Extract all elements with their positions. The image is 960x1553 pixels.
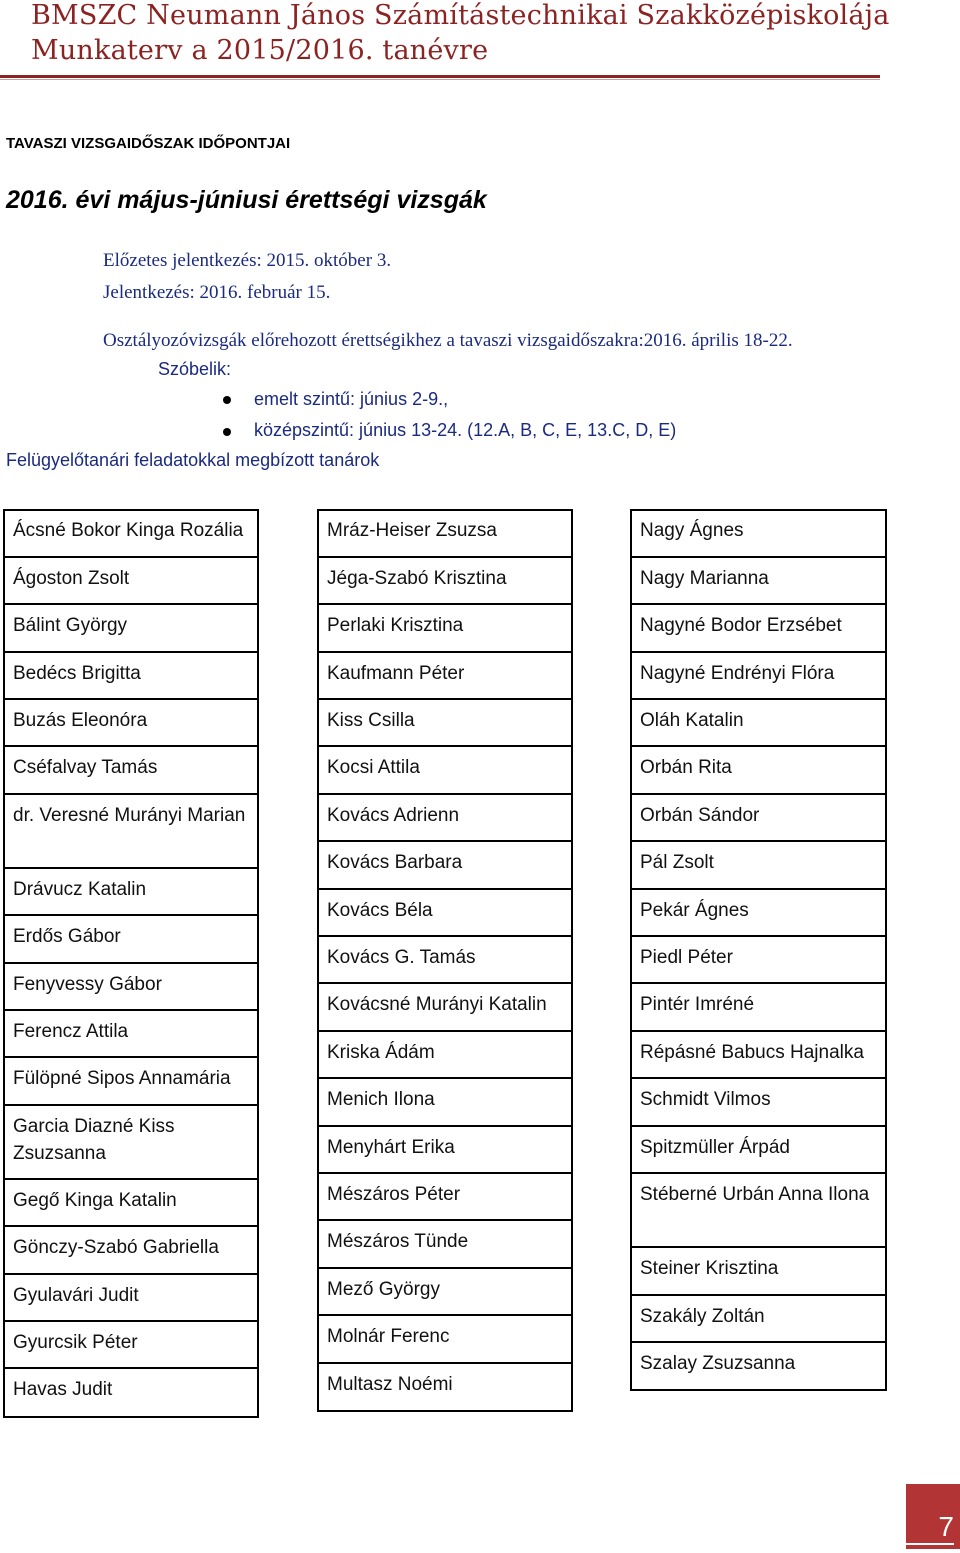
teacher-name: Piedl Péter — [640, 947, 733, 968]
cell-divider — [632, 698, 885, 700]
cell-divider — [5, 603, 257, 605]
teacher-name: Cséfalvay Tamás — [13, 757, 158, 778]
cell-divider — [319, 651, 571, 653]
cell-divider — [5, 1178, 257, 1180]
registration: Jelentkezés: 2016. február 15. — [103, 282, 331, 303]
teacher-name: Mező György — [327, 1279, 440, 1300]
teacher-name: Mészáros Tünde — [327, 1231, 469, 1252]
teacher-name: Fülöpné Sipos Annamária — [13, 1068, 231, 1089]
cell-divider — [632, 840, 885, 842]
teacher-name: Havas Judit — [13, 1379, 113, 1400]
teacher-name: Ferencz Attila — [13, 1021, 129, 1042]
bullet-icon — [223, 428, 231, 436]
teacher-name: Stéberné Urbán Anna Ilona — [640, 1184, 870, 1205]
teacher-name: Gyulavári Judit — [13, 1285, 139, 1306]
teacher-name: Perlaki Krisztina — [327, 615, 464, 636]
cell-divider — [319, 793, 571, 795]
teacher-name: Menich Ilona — [327, 1089, 435, 1110]
page-header — [0, 0, 960, 80]
teacher-name: Menyhárt Erika — [327, 1137, 455, 1158]
bullet-icon — [223, 396, 231, 404]
cell-divider — [319, 698, 571, 700]
teacher-name: Mészáros Péter — [327, 1184, 461, 1205]
pre-registration: Előzetes jelentkezés: 2015. október 3. — [103, 250, 392, 271]
cell-divider — [5, 1056, 257, 1058]
cell-divider — [632, 603, 885, 605]
supervisors-title: Felügyelőtanári feladatokkal megbízott tanárok — [6, 450, 380, 470]
teacher-name: Nagy Marianna — [640, 568, 769, 589]
teacher-name: Kovács Barbara — [327, 852, 463, 873]
cell-divider — [319, 1314, 571, 1316]
cell-divider — [632, 793, 885, 795]
cell-divider — [632, 1341, 885, 1343]
cell-divider — [5, 1009, 257, 1011]
teacher-name: Fenyvessy Gábor — [13, 974, 162, 995]
teacher-name: Bálint György — [13, 615, 128, 636]
teacher-name: Steiner Krisztina — [640, 1258, 779, 1279]
teacher-name: Nagyné Bodor Erzsébet — [640, 615, 842, 636]
teacher-name: dr. Veresné Murányi Marian — [13, 805, 246, 826]
cell-divider — [5, 698, 257, 700]
teacher-name: Kovács Adrienn — [327, 805, 460, 826]
teacher-name: Ácsné Bokor Kinga Rozália — [13, 520, 244, 541]
teacher-name: Kaufmann Péter — [327, 663, 465, 684]
cell-divider — [632, 935, 885, 937]
cell-divider — [319, 1219, 571, 1221]
cell-divider — [319, 888, 571, 890]
teacher-name: Kocsi Attila — [327, 757, 420, 778]
cell-divider — [632, 1030, 885, 1032]
teacher-name: Jéga-Szabó Krisztina — [327, 568, 507, 589]
teacher-name: Oláh Katalin — [640, 710, 744, 731]
cell-divider — [5, 745, 257, 747]
page-number: 7 — [906, 1484, 960, 1549]
grading-exams: Osztályozóvizsgák előrehozott érettségikhez a tavaszi vizsgaidőszakra:2016. április 18-22. — [103, 330, 793, 351]
teacher-name: Kriska Ádám — [327, 1042, 435, 1063]
teacher-name: Gönczy-Szabó Gabriella — [13, 1237, 219, 1258]
cell-divider — [319, 556, 571, 558]
section-title: TAVASZI VIZSGAIDŐSZAK IDŐPONTJAI — [6, 135, 291, 152]
teacher-column-2 — [317, 509, 573, 1412]
cell-divider — [5, 867, 257, 869]
cell-divider — [319, 935, 571, 937]
teacher-name: Erdős Gábor — [13, 926, 121, 947]
cell-divider — [632, 1172, 885, 1174]
cell-divider — [319, 1030, 571, 1032]
teacher-name: Gegő Kinga Katalin — [13, 1190, 177, 1211]
teacher-name: Szakály Zoltán — [640, 1306, 765, 1327]
teacher-name: Kiss Csilla — [327, 710, 415, 731]
teacher-name: Schmidt Vilmos — [640, 1089, 771, 1110]
teacher-column-3 — [630, 509, 887, 1391]
header-rule-shadow — [0, 79, 880, 80]
cell-divider — [632, 556, 885, 558]
teacher-name: Kovács Béla — [327, 900, 433, 921]
teacher-name: Pekár Ágnes — [640, 900, 749, 921]
oral-advanced: emelt szintű: június 2-9., — [254, 389, 449, 409]
cell-divider — [319, 1362, 571, 1364]
teacher-name: Buzás Eleonóra — [13, 710, 148, 731]
school-name: BMSZC Neumann János Számítástechnikai Szakközépiskolája — [31, 0, 890, 31]
cell-divider — [319, 1077, 571, 1079]
teacher-name: Spitzmüller Árpád — [640, 1137, 790, 1158]
teacher-name: Répásné Babucs Hajnalka — [640, 1042, 864, 1063]
cell-divider — [5, 914, 257, 916]
teacher-name: Ágoston Zsolt — [13, 568, 130, 589]
cell-divider — [319, 1125, 571, 1127]
cell-divider — [5, 793, 257, 795]
cell-divider — [632, 888, 885, 890]
cell-divider — [5, 1367, 257, 1369]
cell-divider — [632, 1125, 885, 1127]
cell-divider — [632, 982, 885, 984]
teacher-name: Nagy Ágnes — [640, 520, 744, 541]
teacher-name: Orbán Rita — [640, 757, 732, 778]
cell-divider — [319, 745, 571, 747]
teacher-name: Kovács G. Tamás — [327, 947, 476, 968]
teacher-name: Bedécs Brigitta — [13, 663, 141, 684]
teacher-name: Orbán Sándor — [640, 805, 760, 826]
document-title: Munkaterv a 2015/2016. tanévre — [31, 35, 489, 66]
cell-divider — [632, 1294, 885, 1296]
teacher-name: Drávucz Katalin — [13, 879, 147, 900]
cell-divider — [5, 1273, 257, 1275]
teacher-name: Pintér Imréné — [640, 994, 755, 1015]
cell-divider — [319, 1267, 571, 1269]
teacher-name: Szalay Zsuzsanna — [640, 1353, 796, 1374]
oral-label: Szóbelik: — [158, 359, 232, 379]
teacher-name: Mráz-Heiser Zsuzsa — [327, 520, 497, 541]
cell-divider — [632, 745, 885, 747]
cell-divider — [319, 603, 571, 605]
cell-divider — [632, 1077, 885, 1079]
cell-divider — [5, 651, 257, 653]
teacher-name: Multasz Noémi — [327, 1374, 453, 1395]
teacher-name: Nagyné Endrényi Flóra — [640, 663, 835, 684]
exam-title: 2016. évi május-júniusi érettségi vizsgák — [6, 186, 487, 214]
teacher-column-1 — [3, 509, 259, 1418]
cell-divider — [632, 1246, 885, 1248]
cell-divider — [5, 556, 257, 558]
teacher-name: Kovácsné Murányi Katalin — [327, 994, 547, 1015]
oral-intermediate: középszintű: június 13-24. (12.A, B, C, E, 13.C, D, E) — [254, 420, 677, 440]
cell-divider — [5, 1320, 257, 1322]
teacher-name: Molnár Ferenc — [327, 1326, 450, 1347]
cell-divider — [5, 962, 257, 964]
teacher-name: Gyurcsik Péter — [13, 1332, 138, 1353]
cell-divider — [319, 1172, 571, 1174]
teacher-name: Pál Zsolt — [640, 852, 714, 873]
cell-divider — [632, 651, 885, 653]
teacher-name: Garcia Diazné Kiss Zsuzsanna — [13, 1116, 175, 1164]
header-rule — [0, 75, 880, 78]
cell-divider — [319, 840, 571, 842]
cell-divider — [5, 1225, 257, 1227]
cell-divider — [5, 1104, 257, 1106]
cell-divider — [319, 982, 571, 984]
